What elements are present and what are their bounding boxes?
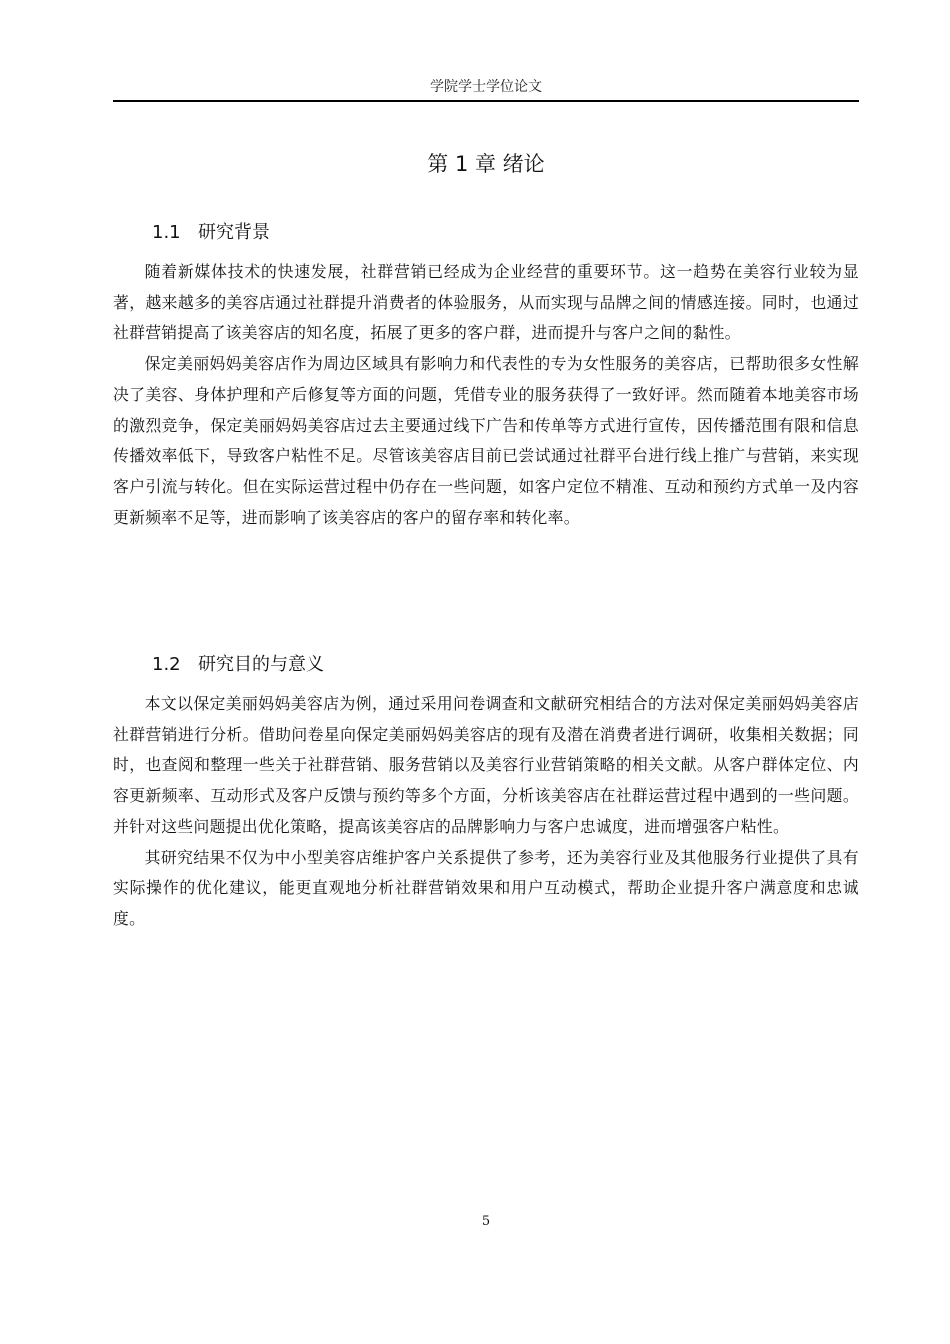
body-paragraph: 本文以保定美丽妈妈美容店为例，通过采用问卷调查和文献研究相结合的方法对保定美丽妈妈美容店社群营销进行分析。借助问卷星向保定美丽妈妈美容店的现有及潜在消费者进行调研，收集相关数据；同时，也查阅和整理一些关于社群营销、服务营销以及美容行业营销策略的相关文献。从客户群体定位、内容更新频率、互动形式及客户反馈与预约等多个方面，分析该美容店在社群运营过程中遇到的一些问题。并针对这些问题提出优化策略，提高该美容店的品牌影响力与客户忠诚度，进而增强客户粘性。 [113, 694, 859, 836]
page-number: 5 [481, 1214, 491, 1229]
section-body-1-2 [113, 689, 859, 935]
running-header: 学院学士学位论文 [430, 79, 542, 95]
section-body-1-1 [113, 257, 859, 533]
section-heading-1-1 [152, 220, 270, 246]
body-paragraph: 其研究结果不仅为中小型美容店维护客户关系提供了参考，还为美容行业及其他服务行业提供了具有实际操作的优化建议，能更直观地分析社群营销效果和用户互动模式，帮助企业提升客户满意度和忠诚度。 [113, 847, 859, 928]
header-rule [113, 100, 859, 102]
body-paragraph: 保定美丽妈妈美容店作为周边区域具有影响力和代表性的专为女性服务的美容店，已帮助很多女性解决了美容、身体护理和产后修复等方面的问题，凭借专业的服务获得了一致好评。然而随着本地美容市场的激烈竞争，保定美丽妈妈美容店过去主要通过线下广告和传单等方式进行宣传，因传播范围有限和信息传播效率低下，导致客户粘性不足。尽管该美容店目前已尝试通过社群平台进行线上推广与营销，来实现客户引流与转化。但在实际运营过程中仍存在一些问题，如客户定位不精准、互动和预约方式单一及内容更新频率不足等，进而影响了该美容店的客户的留存率和转化率。 [113, 354, 859, 527]
chapter-title: 第 1 章 绪论 [427, 152, 545, 176]
section-title: 研究背景 [198, 222, 270, 243]
section-number: 1.2 [152, 654, 181, 675]
section-number: 1.1 [152, 222, 181, 243]
section-heading-1-2 [152, 652, 324, 678]
body-paragraph: 随着新媒体技术的快速发展，社群营销已经成为企业经营的重要环节。这一趋势在美容行业较为显著，越来越多的美容店通过社群提升消费者的体验服务，从而实现与品牌之间的情感连接。同时，也通过社群营销提高了该美容店的知名度，拓展了更多的客户群，进而提升与客户之间的黏性。 [113, 262, 859, 343]
section-title: 研究目的与意义 [198, 654, 324, 675]
